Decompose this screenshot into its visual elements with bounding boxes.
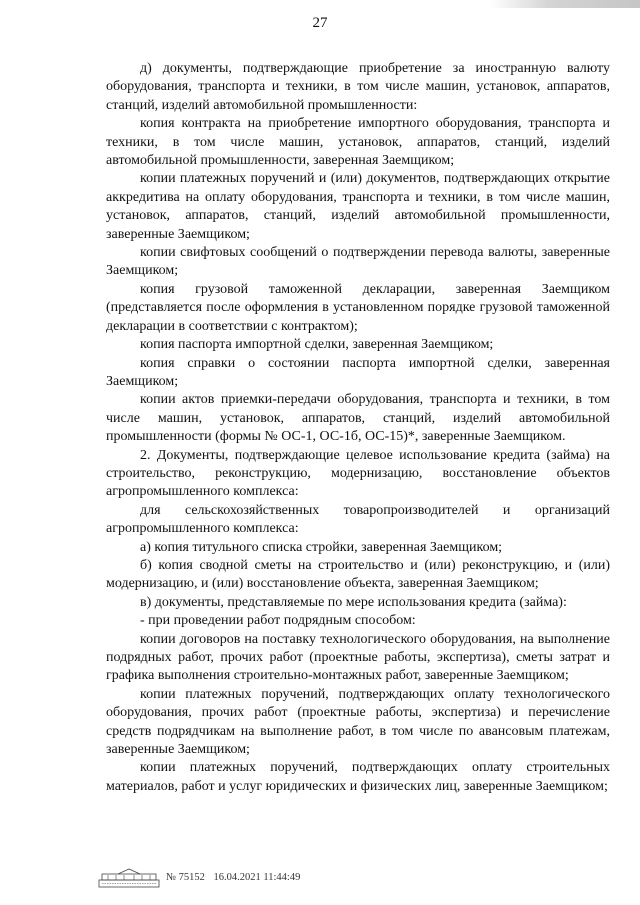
document-footer: [98, 868, 418, 890]
document-paragraph: б) копия сводной сметы на строительство и (или) реконструкцию, и (или) модернизацию, и (или) восстановление объекта, заверенная Заемщиком;: [106, 557, 610, 592]
document-paragraph: копия грузовой таможенной декларации, заверенная Заемщиком (представляется после оформления в установленном порядке грузовой таможенной декларации в соответствии с контрактом);: [106, 281, 610, 334]
document-paragraph: в) документы, представляемые по мере использования кредита (займа):: [140, 594, 567, 610]
document-paragraph: копия контракта на приобретение импортного оборудования, транспорта и техники, в том числе машин, установок, аппаратов, станций, изделий автомобильной промышленности, заверенная Заемщиком;: [106, 116, 610, 169]
government-seal-icon: [98, 868, 160, 888]
document-paragraph: - при проведении работ подрядным способом:: [140, 613, 416, 629]
document-paragraph: а) копия титульного списка стройки, заверенная Заемщиком;: [140, 539, 503, 555]
page-number: 27: [312, 15, 328, 31]
document-paragraph: копия паспорта импортной сделки, заверенная Заемщиком;: [140, 337, 494, 353]
document-paragraph: для сельскохозяйственных товаропроизводителей и организаций агропромышленного комплекса:: [106, 502, 610, 537]
document-body: [106, 60, 610, 796]
document-timestamp: 16.04.2021 11:44:49: [213, 872, 301, 883]
document-paragraph: копии актов приемки-передачи оборудования, транспорта и техники, в том числе машин, установок, аппаратов, станций, изделий автомобильной промышленности (формы № ОС-1, ОС-1б, ОС-15)*, заверенные Заемщиком.: [106, 392, 610, 445]
document-paragraph: копии платежных поручений, подтверждающих оплату строительных материалов, работ и услуг юридических и физических лиц, заверенные Заемщиком;: [106, 760, 610, 794]
document-stamp: [166, 872, 306, 883]
document-paragraph: копия справки о состоянии паспорта импортной сделки, заверенная Заемщиком;: [106, 355, 610, 389]
scan-artifact: [490, 0, 640, 8]
document-paragraph: копии платежных поручений и (или) документов, подтверждающих открытие аккредитива на оплату оборудования, транспорта и техники, в том числе машин, установок, аппаратов, станций, изделий автомобильной промышленности, заверенные Заемщиком;: [106, 171, 610, 242]
document-number: № 75152: [166, 872, 205, 883]
document-paragraph: копии свифтовых сообщений о подтверждении перевода валюты, заверенные Заемщиком;: [106, 245, 610, 279]
document-paragraph: копии платежных поручений, подтверждающих оплату технологического оборудования, прочих работ (проектные работы, экспертиза) и перечисление средств подрядчикам на выполнение работ, в том числе по авансовым платежам, заверенные Заемщиком;: [106, 686, 610, 758]
document-paragraph: 2. Документы, подтверждающие целевое использование кредита (займа) на строительство, реконструкцию, модернизацию, восстановление объектов агропромышленного комплекса:: [106, 447, 610, 500]
document-paragraph: копии договоров на поставку технологического оборудования, на выполнение подрядных работ, прочих работ (проектные работы, экспертиза), сметы затрат и графика выполнения строительно-монтажных работ, заверенные Заемщиком;: [106, 631, 610, 684]
document-paragraph: д) документы, подтверждающие приобретение за иностранную валюту оборудования, транспорта и техники, в том числе машин, установок, аппаратов, станций, изделий автомобильной промышленности:: [106, 61, 610, 113]
